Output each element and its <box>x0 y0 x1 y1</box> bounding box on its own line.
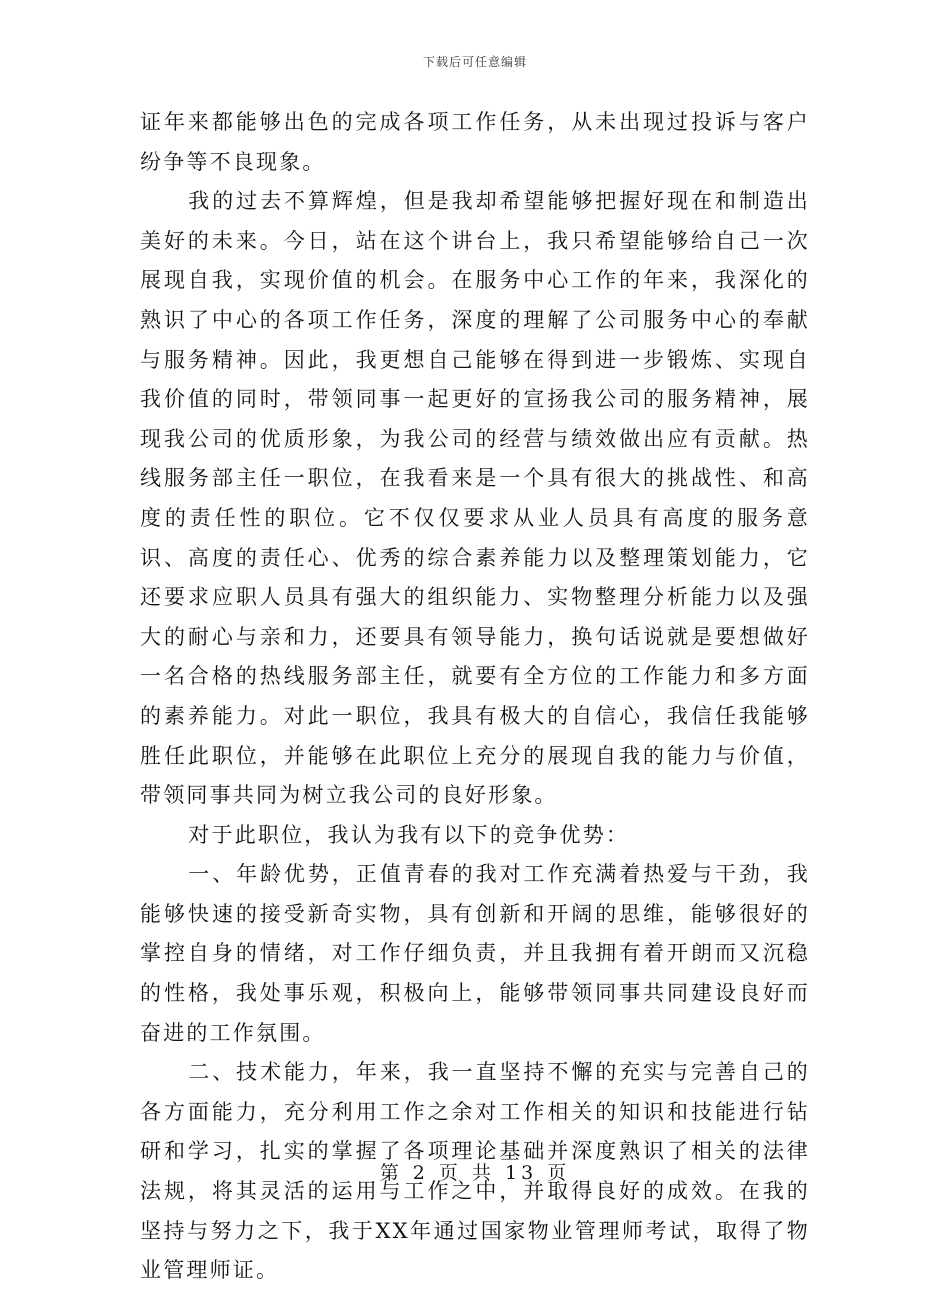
page-number-footer: 第 2 页 共 13 页 <box>379 1162 571 1184</box>
paragraph-technical-ability: 二、技术能力，年来，我一直坚持不懈的充实与完善自己的各方面能力，充分利用工作之余对工作相关的知识和技能进行钻研和学习，扎实的掌握了各项理论基础并深度熟识了相关的法律法规，将其灵活的运用与工作之中，并取得良好的成效。在我的坚持与努力之下，我于XX年通过国家物业管理师考试，取得了物业管理师证。 <box>140 1060 810 1283</box>
document-body <box>140 103 810 1291</box>
paragraph-age-advantage: 一、年龄优势，正值青春的我对工作充满着热爱与干劲，我能够快速的接受新奇实物，具有创新和开阔的思维，能够很好的掌控自身的情绪，对工作仔细负责，并且我拥有着开朗而又沉稳的性格，我处事乐观，积极向上，能够带领同事共同建设良好而奋进的工作氛围。 <box>140 862 810 1045</box>
paragraph-advantages-intro: 对于此职位，我认为我有以下的竞争优势： <box>188 822 630 847</box>
page-header: 下载后可任意编辑 <box>422 55 527 69</box>
paragraph-continuation: 证年来都能够出色的完成各项工作任务，从未出现过投诉与客户纷争等不良现象。 <box>140 110 810 174</box>
paragraph-past-and-future: 我的过去不算辉煌，但是我却希望能够把握好现在和制造出美好的未来。今日，站在这个讲台上，我只希望能够给自己一次展现自我，实现价值的机会。在服务中心工作的年来，我深化的熟识了中心的各项工作任务，深度的理解了公司服务中心的奉献与服务精神。因此，我更想自己能够在得到进一步锻炼、实现自我价值的同时，带领同事一起更好的宣扬我公司的服务精神，展现我公司的优质形象，为我公司的经营与绩效做出应有贡献。热线服务部主任一职位，在我看来是一个具有很大的挑战性、和高度的责任性的职位。它不仅仅要求从业人员具有高度的服务意识、高度的责任心、优秀的综合素养能力以及整理策划能力，它还要求应职人员具有强大的组织能力、实物整理分析能力以及强大的耐心与亲和力，还要具有领导能力，换句话说就是要想做好一名合格的热线服务部主任，就要有全方位的工作能力和多方面的素养能力。对此一职位，我具有极大的自信心，我信任我能够胜任此职位，并能够在此职位上充分的展现自我的能力与价值，带领同事共同为树立我公司的良好形象。 <box>140 189 810 808</box>
